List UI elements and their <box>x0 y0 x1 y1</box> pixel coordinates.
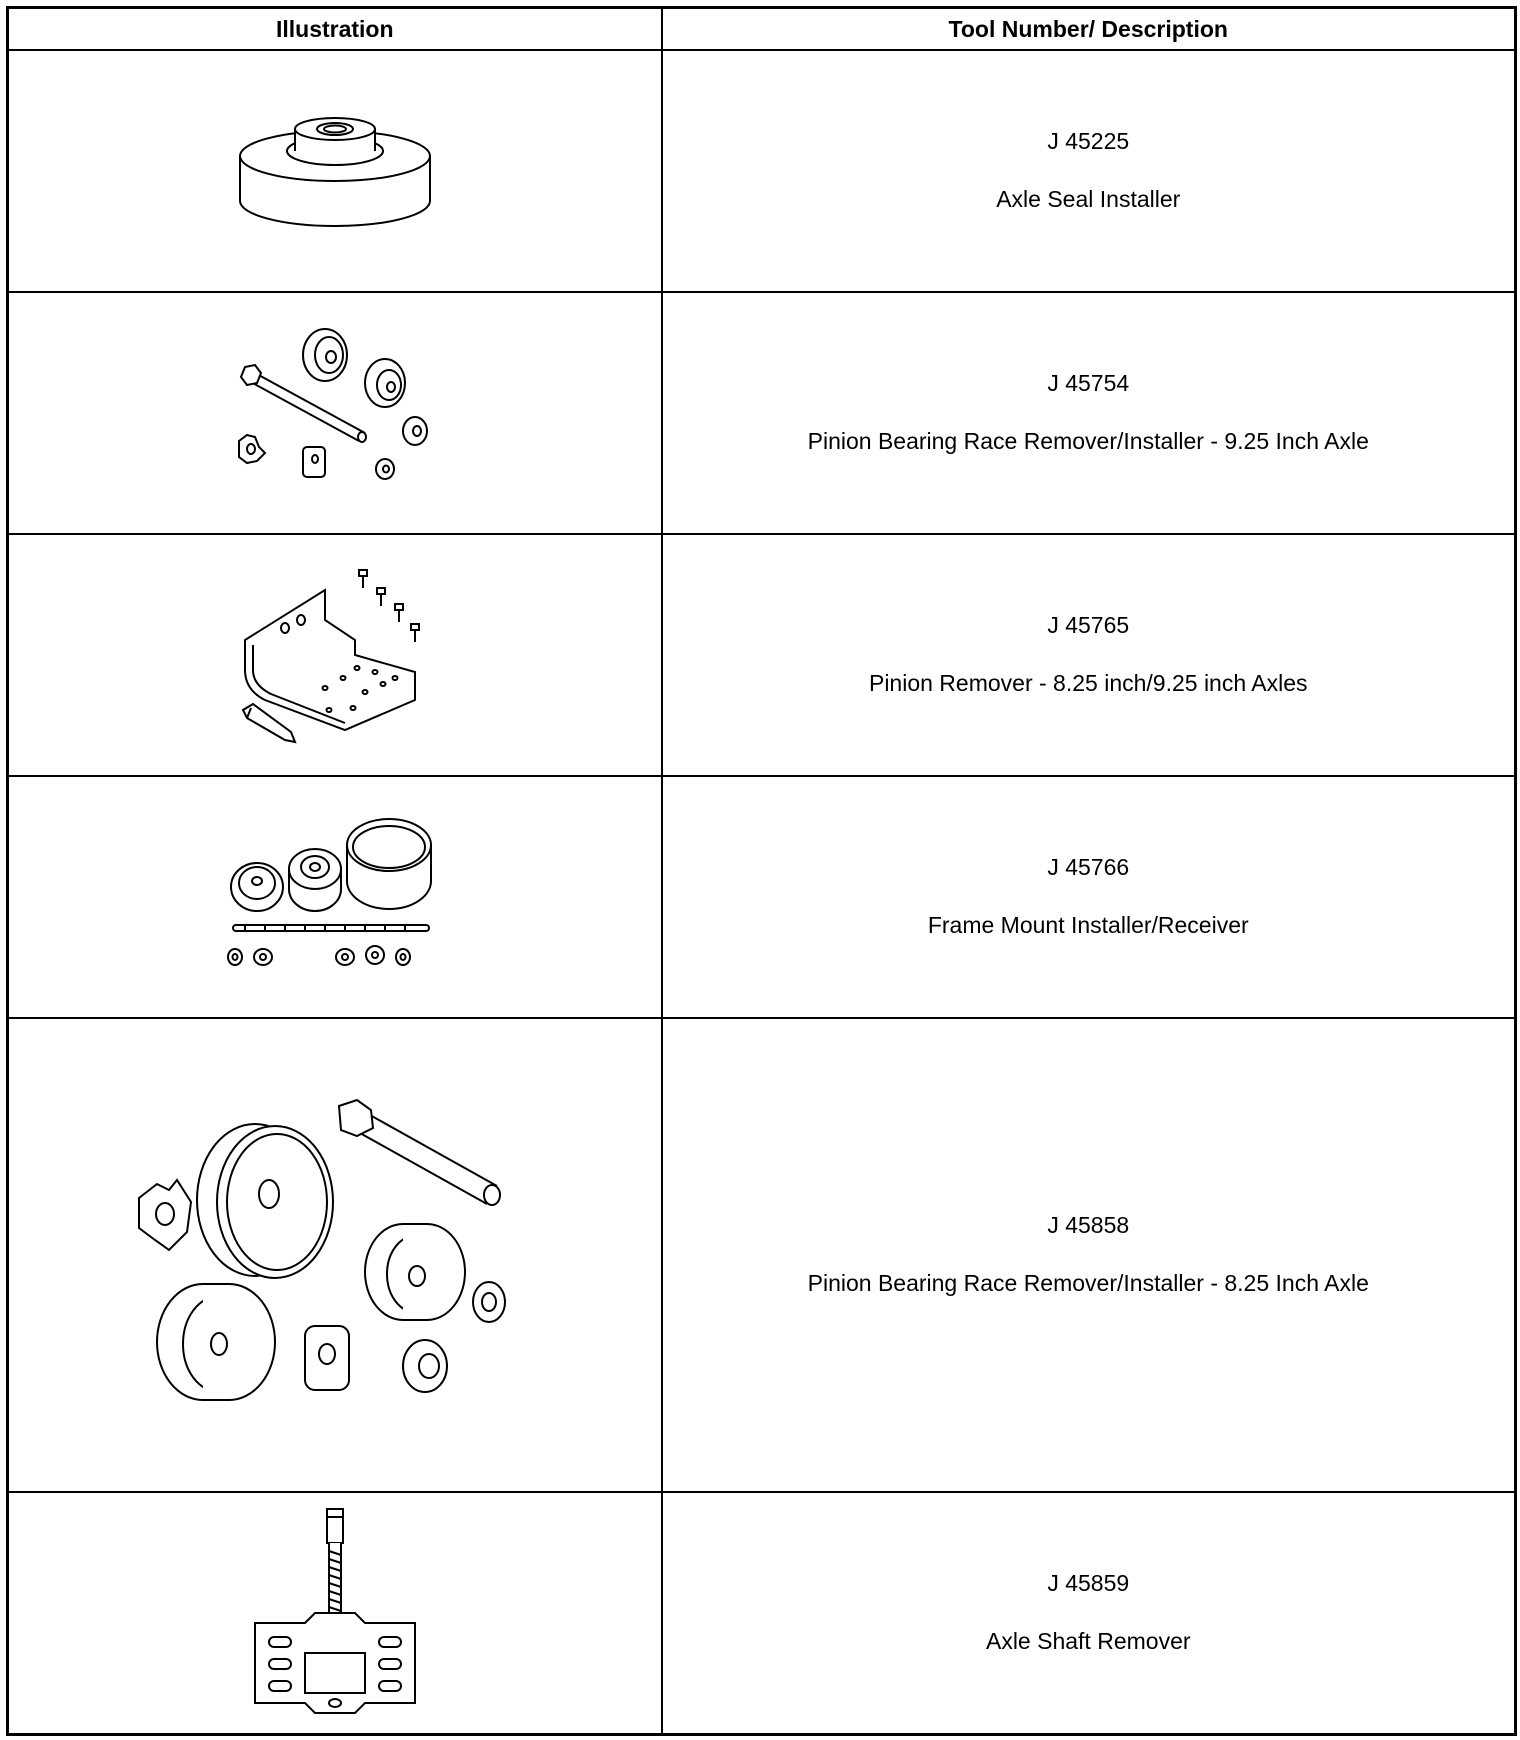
race-remover-kit-icon <box>225 323 445 503</box>
table-row <box>8 292 1516 534</box>
table-row <box>8 50 1516 292</box>
frame-mount-installer-icon <box>225 817 445 977</box>
description-cell <box>662 1018 1516 1492</box>
illustration-cell <box>8 1018 662 1492</box>
description-cell <box>662 50 1516 292</box>
table-header-row <box>8 8 1516 51</box>
description-cell <box>662 292 1516 534</box>
table-row <box>8 1492 1516 1734</box>
tool-name: Axle Shaft Remover <box>985 1628 1191 1655</box>
table-row <box>8 534 1516 776</box>
description-cell <box>662 534 1516 776</box>
tool-name: Frame Mount Installer/Receiver <box>927 912 1249 939</box>
description-cell <box>662 776 1516 1018</box>
tool-number: J 45225 <box>1047 128 1130 155</box>
axle-shaft-remover-icon <box>235 1503 435 1723</box>
tool-name: Pinion Remover - 8.25 inch/9.25 inch Axles <box>868 670 1308 697</box>
table-row <box>8 1018 1516 1492</box>
tool-number: J 45766 <box>1047 854 1130 881</box>
tool-number: J 45754 <box>1047 370 1130 397</box>
table-row <box>8 776 1516 1018</box>
tool-name: Axle Seal Installer <box>996 186 1181 213</box>
special-tools-table <box>6 6 1517 1736</box>
illustration-cell <box>8 50 662 292</box>
pinion-remover-bracket-icon <box>225 560 445 750</box>
tool-number: J 45765 <box>1047 612 1130 639</box>
description-cell <box>662 1492 1516 1734</box>
tool-number: J 45858 <box>1047 1212 1130 1239</box>
illustration-cell <box>8 292 662 534</box>
illustration-cell <box>8 1492 662 1734</box>
column-header-description: Tool Number/ Description <box>662 8 1516 51</box>
tool-name: Pinion Bearing Race Remover/Installer - 9.25 Inch Axle <box>807 428 1369 455</box>
race-remover-kit-large-icon <box>125 1090 545 1420</box>
tool-number: J 45859 <box>1047 1570 1130 1597</box>
tool-name: Pinion Bearing Race Remover/Installer - 8.25 Inch Axle <box>807 1270 1369 1297</box>
illustration-cell <box>8 534 662 776</box>
axle-seal-installer-icon <box>225 111 445 231</box>
column-header-illustration: Illustration <box>8 8 662 51</box>
illustration-cell <box>8 776 662 1018</box>
